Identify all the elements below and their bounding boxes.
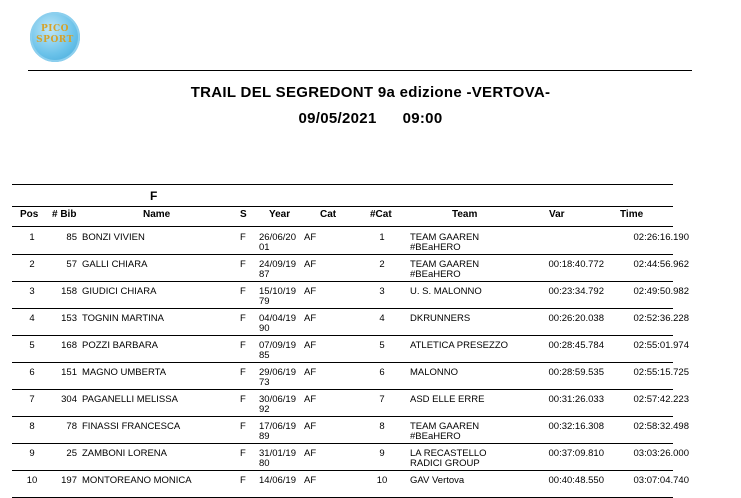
cell-finish-time: 02:58:32.498 — [633, 421, 689, 432]
cell-birth-date: 07/09/19 85 — [259, 340, 296, 361]
cell-category-rank: 9 — [379, 448, 385, 459]
cell-category-rank: 2 — [379, 259, 385, 270]
header-top-border — [12, 206, 673, 207]
col-header-name: Name — [143, 209, 171, 220]
cell-gap: 00:23:34.792 — [548, 286, 604, 297]
col-header-bib: # Bib — [52, 209, 77, 220]
cell-gap: 00:28:59.535 — [548, 367, 604, 378]
cell-birth-date: 04/04/19 90 — [259, 313, 296, 334]
table-row — [12, 227, 689, 255]
cell-bib-number: 304 — [61, 394, 77, 405]
cell-category-rank: 8 — [379, 421, 385, 432]
cell-bib-number: 197 — [61, 475, 77, 486]
col-header-sex: S — [240, 209, 247, 220]
cell-finish-time: 03:03:26.000 — [633, 448, 689, 459]
cell-finish-time: 02:52:36.228 — [633, 313, 689, 324]
header-divider — [28, 70, 692, 71]
cell-team-name: GAV Vertova — [410, 475, 465, 486]
cell-position: 5 — [29, 340, 35, 351]
cell-team-name: TEAM GAAREN #BEaHERO — [410, 232, 480, 253]
cell-sex: F — [240, 421, 246, 432]
pico-sport-logo — [30, 12, 80, 62]
cell-athlete-name: BONZI VIVIEN — [82, 232, 145, 243]
cell-gap: 00:37:09.810 — [548, 448, 604, 459]
col-header-time: Time — [620, 209, 644, 220]
table-row — [12, 281, 689, 309]
cell-gap: 00:40:48.550 — [548, 475, 604, 486]
cell-bib-number: 25 — [66, 448, 77, 459]
cell-team-name: U. S. MALONNO — [410, 286, 482, 297]
cell-position: 8 — [29, 421, 35, 432]
cell-position: 10 — [26, 475, 38, 486]
cell-athlete-name: TOGNIN MARTINA — [82, 313, 164, 324]
cell-category: AF — [304, 421, 317, 432]
cell-bib-number: 57 — [66, 259, 77, 270]
col-header-team: Team — [452, 209, 478, 220]
cell-sex: F — [240, 286, 246, 297]
cell-athlete-name: GIUDICI CHIARA — [82, 286, 157, 297]
cell-category-rank: 10 — [376, 475, 388, 486]
cell-birth-date: 29/06/19 73 — [259, 367, 296, 388]
cell-sex: F — [240, 475, 246, 486]
col-header-cat-rank: #Cat — [370, 209, 392, 220]
cell-gap: 00:31:26.033 — [548, 394, 604, 405]
cell-finish-time: 02:49:50.982 — [633, 286, 689, 297]
cell-gap: 00:26:20.038 — [548, 313, 604, 324]
cell-position: 4 — [29, 313, 35, 324]
cell-athlete-name: GALLI CHIARA — [82, 259, 148, 270]
cell-gap: 00:18:40.772 — [548, 259, 604, 270]
cell-category-rank: 7 — [379, 394, 385, 405]
page-title: TRAIL DEL SEGREDONT 9a edizione -VERTOVA- — [190, 84, 551, 101]
cell-category: AF — [304, 340, 317, 351]
category-group-label: F — [150, 189, 158, 203]
cell-finish-time: 02:26:16.190 — [633, 232, 689, 243]
table-row — [12, 254, 689, 282]
cell-team-name: DKRUNNERS — [410, 313, 471, 324]
cell-team-name: ASD ELLE ERRE — [410, 394, 485, 405]
cell-birth-date: 30/06/19 92 — [259, 394, 296, 415]
table-row — [12, 389, 689, 417]
cell-athlete-name: MONTOREANO MONICA — [82, 475, 192, 486]
cell-finish-time: 02:44:56.962 — [633, 259, 689, 270]
cell-category: AF — [304, 259, 317, 270]
table-top-border — [12, 184, 673, 185]
cell-gap: 00:28:45.784 — [548, 340, 604, 351]
cell-category: AF — [304, 394, 317, 405]
cell-birth-date: 14/06/19 — [259, 475, 296, 486]
cell-team-name: ATLETICA PRESEZZO — [410, 340, 509, 351]
cell-sex: F — [240, 313, 246, 324]
cell-athlete-name: POZZI BARBARA — [82, 340, 159, 351]
cell-category-rank: 6 — [379, 367, 385, 378]
cell-team-name: TEAM GAAREN #BEaHERO — [410, 421, 480, 442]
cell-birth-date: 24/09/19 87 — [259, 259, 296, 280]
cell-athlete-name: ZAMBONI LORENA — [82, 448, 167, 459]
cell-bib-number: 168 — [61, 340, 77, 351]
cell-sex: F — [240, 448, 246, 459]
cell-category: AF — [304, 232, 317, 243]
cell-category-rank: 5 — [379, 340, 385, 351]
cell-category: AF — [304, 313, 317, 324]
cell-position: 1 — [29, 232, 35, 243]
col-header-cat: Cat — [320, 209, 337, 220]
cell-bib-number: 153 — [61, 313, 77, 324]
table-row — [12, 416, 689, 444]
cell-birth-date: 26/06/20 01 — [259, 232, 296, 253]
cell-finish-time: 02:55:01.974 — [633, 340, 689, 351]
col-header-year: Year — [269, 209, 291, 220]
race-datetime — [0, 110, 741, 127]
cell-sex: F — [240, 259, 246, 270]
cell-birth-date: 31/01/19 80 — [259, 448, 296, 469]
cell-bib-number: 151 — [61, 367, 77, 378]
cell-bib-number: 85 — [66, 232, 77, 243]
cell-bib-number: 158 — [61, 286, 77, 297]
cell-category: AF — [304, 448, 317, 459]
logo-line2: SPORT — [36, 35, 74, 45]
cell-bib-number: 78 — [66, 421, 77, 432]
table-row — [12, 335, 689, 363]
cell-category: AF — [304, 286, 317, 297]
cell-finish-time: 02:57:42.223 — [633, 394, 689, 405]
cell-sex: F — [240, 232, 246, 243]
cell-birth-date: 15/10/19 79 — [259, 286, 296, 307]
cell-sex: F — [240, 394, 246, 405]
cell-category-rank: 3 — [379, 286, 385, 297]
cell-position: 3 — [29, 286, 35, 297]
cell-category-rank: 4 — [379, 313, 385, 324]
race-date: 09/05/2021 — [298, 110, 377, 127]
table-row — [12, 362, 689, 390]
cell-birth-date: 17/06/19 89 — [259, 421, 296, 442]
table-row — [12, 470, 689, 498]
cell-team-name: LA RECASTELLO RADICI GROUP — [410, 448, 487, 469]
cell-athlete-name: FINASSI FRANCESCA — [82, 421, 181, 432]
cell-position: 6 — [29, 367, 35, 378]
cell-position: 9 — [29, 448, 35, 459]
cell-finish-time: 02:55:15.725 — [633, 367, 689, 378]
col-header-var: Var — [549, 209, 565, 220]
cell-sex: F — [240, 367, 246, 378]
col-header-pos: Pos — [20, 209, 39, 220]
table-row — [12, 443, 689, 471]
race-start-time: 09:00 — [402, 110, 443, 127]
cell-finish-time: 03:07:04.740 — [633, 475, 689, 486]
cell-category: AF — [304, 475, 317, 486]
cell-category: AF — [304, 367, 317, 378]
cell-athlete-name: MAGNO UMBERTA — [82, 367, 167, 378]
logo-line1: PICO — [41, 24, 69, 34]
cell-team-name: MALONNO — [410, 367, 459, 378]
cell-sex: F — [240, 340, 246, 351]
cell-position: 7 — [29, 394, 35, 405]
cell-position: 2 — [29, 259, 35, 270]
cell-category-rank: 1 — [379, 232, 385, 243]
cell-gap: 00:32:16.308 — [548, 421, 604, 432]
cell-team-name: TEAM GAAREN #BEaHERO — [410, 259, 480, 280]
cell-athlete-name: PAGANELLI MELISSA — [82, 394, 178, 405]
table-row — [12, 308, 689, 336]
